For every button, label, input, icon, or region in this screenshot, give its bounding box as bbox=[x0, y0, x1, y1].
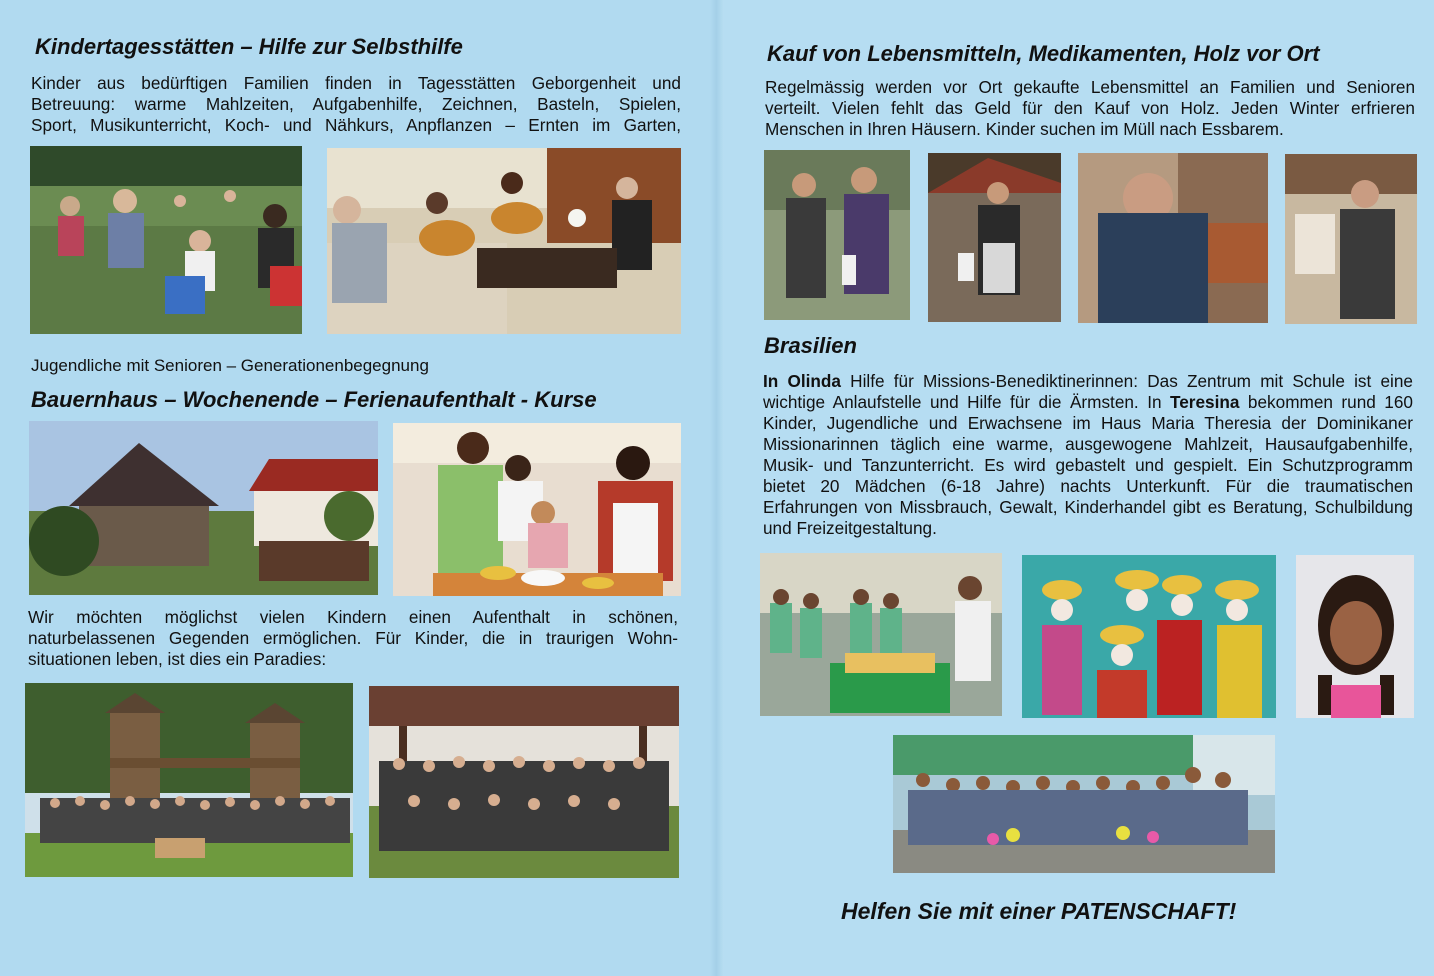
cta-patenschaft: Helfen Sie mit einer PATENSCHAFT! bbox=[841, 898, 1237, 924]
heading-brasilien: Brasilien bbox=[764, 333, 857, 358]
photo-senior-couple bbox=[764, 150, 910, 320]
photo-brazil-costumes bbox=[1022, 555, 1276, 718]
photo-senior-woman-kitchen bbox=[1285, 154, 1417, 324]
food-line-2: verteilt. Vielen fehlt das Geld für den Kauf von Holz. Jeden Winter erfrieren bbox=[765, 98, 1415, 118]
photo-group-under-roof bbox=[369, 686, 679, 878]
page-fold bbox=[710, 0, 724, 976]
kita-line-1: Kinder aus bedürftigen Familien finden in Tagesstätten Geborgenheit und bbox=[31, 73, 681, 93]
brazil-olinda: In Olinda bbox=[763, 371, 841, 391]
heading-bauernhaus: Bauernhaus – Wochenende – Ferienaufenthalt - Kurse bbox=[31, 387, 597, 412]
kita-paragraph bbox=[31, 73, 681, 136]
brazil-paragraph bbox=[763, 371, 1413, 539]
brazil-teresina: Teresina bbox=[1170, 392, 1240, 412]
photo-cooking-kids bbox=[393, 423, 681, 596]
photo-brazil-kids-food bbox=[760, 553, 1002, 716]
paradise-line-2: naturbelassenen Gegenden ermöglichen. Für Kinder, die in traurigen Wohn- bbox=[28, 628, 678, 648]
photo-senior-woman-smiling bbox=[1078, 153, 1268, 323]
photo-guitar-seniors bbox=[327, 148, 681, 334]
heading-kindertagesstaetten: Kindertagesstätten – Hilfe zur Selbsthilfe bbox=[35, 34, 463, 59]
photo-senior-woman-yard bbox=[928, 153, 1061, 322]
photo-brazil-group bbox=[893, 735, 1275, 873]
photo-farmhouse bbox=[29, 421, 378, 595]
brazil-text-1: Hilfe für Missions-Benediktinerinnen: Das Zentrum mit Schule ist eine wichtige Anlaufstelle und Hilfe für die Ärmsten. In bbox=[763, 371, 1413, 412]
caption-generationen: Jugendliche mit Senioren – Generationenbegegnung bbox=[31, 356, 429, 375]
brazil-text-2: bekommen rund 160 Kinder, Jugendliche und Erwachsene im Haus Maria Theresia der Dominikaner Missionarinnen täglich eine warme, ausgewogene Mahlzeit, Hausaufgabenhilfe, Musik- und Tanzunterricht. Es wird gebastelt und gespielt. Ein Schutzprogramm bietet 20 Mädchen (6-18 Jahre) nachts Unterkunft. Für die traumatischen Erfahrungen von Missbrauch, Gewalt, Kinderhandel gibt es Beratung, Schulbildung und Freizeitgestaltung. bbox=[763, 392, 1413, 538]
photo-kids-outdoor-circle bbox=[30, 146, 302, 334]
photo-brazil-girl-portrait bbox=[1296, 555, 1414, 718]
photo-group-wooden-tower bbox=[25, 683, 353, 877]
food-paragraph bbox=[765, 77, 1415, 140]
paradise-line-3: situationen leben, ist dies ein Paradies: bbox=[28, 649, 327, 669]
food-line-1: Regelmässig werden vor Ort gekaufte Lebensmittel an Familien und Senioren bbox=[765, 77, 1415, 97]
food-line-3: Menschen in Ihren Häusern. Kinder suchen im Müll nach Essbarem. bbox=[765, 119, 1284, 139]
heading-lebensmittel: Kauf von Lebensmitteln, Medikamenten, Holz vor Ort bbox=[767, 41, 1320, 66]
paradise-paragraph bbox=[28, 607, 678, 670]
paradise-line-1: Wir möchten möglichst vielen Kindern einen Aufenthalt in schönen, bbox=[28, 607, 678, 627]
kita-line-3: Sport, Musikunterricht, Koch- und Nähkurs, Anpflanzen – Ernten im Garten, bbox=[31, 115, 681, 135]
kita-line-2: Betreuung: warme Mahlzeiten, Aufgabenhilfe, Zeichnen, Basteln, Spielen, bbox=[31, 94, 681, 114]
